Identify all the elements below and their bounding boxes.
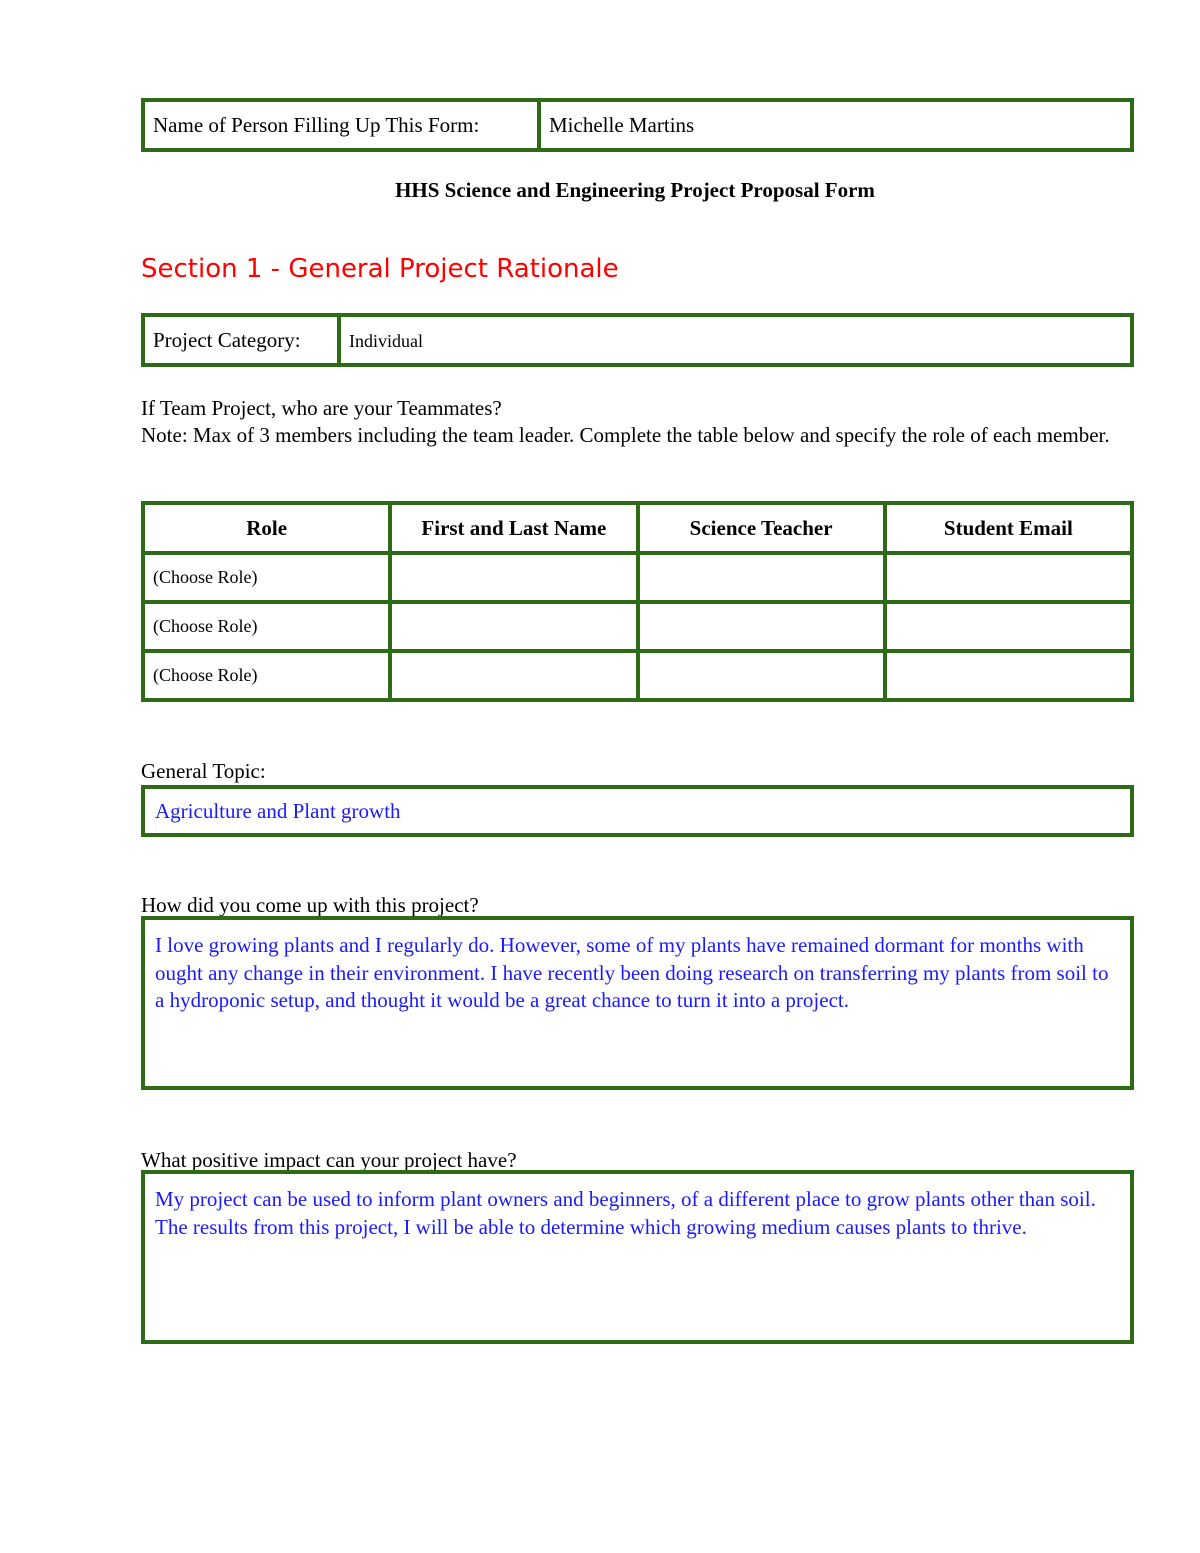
header-science-teacher: Science Teacher — [638, 503, 885, 553]
role-dropdown[interactable]: (Choose Role) — [143, 553, 390, 602]
how-come-up-label: How did you come up with this project? — [141, 893, 479, 917]
header-role: Role — [143, 503, 390, 553]
teacher-cell[interactable] — [638, 651, 885, 700]
header-student-email: Student Email — [885, 503, 1132, 553]
project-category-row — [141, 313, 1134, 367]
teammates-note: Note: Max of 3 members including the team leader. Complete the table below and specify the role of each member. — [141, 423, 1110, 447]
email-cell[interactable] — [885, 553, 1132, 602]
positive-impact-field[interactable]: My project can be used to inform plant owners and beginners, of a different place to grow plants other than soil. The results from this project, I will be able to determine which growing medium causes plants to thrive. — [141, 1170, 1134, 1344]
header-first-last-name: First and Last Name — [390, 503, 637, 553]
name-of-person-row — [141, 98, 1134, 152]
table-row — [143, 602, 1132, 651]
name-cell[interactable] — [390, 651, 637, 700]
section-1-heading: Section 1 - General Project Rationale — [141, 254, 619, 284]
project-category-label: Project Category: — [145, 317, 341, 363]
positive-impact-label: What positive impact can your project have? — [141, 1148, 517, 1172]
email-cell[interactable] — [885, 651, 1132, 700]
project-category-field[interactable]: Individual — [349, 331, 423, 351]
teammates-question: If Team Project, who are your Teammates? — [141, 396, 502, 420]
how-come-up-field[interactable]: I love growing plants and I regularly do. However, some of my plants have remained dormant for months with ought any change in their environment. I have recently been doing research on transferring my plants from soil to a hydroponic setup, and thought it would be a great chance to turn it into a project. — [141, 916, 1134, 1090]
teacher-cell[interactable] — [638, 602, 885, 651]
email-cell[interactable] — [885, 602, 1132, 651]
role-dropdown[interactable]: (Choose Role) — [143, 651, 390, 700]
team-table — [141, 501, 1134, 702]
name-of-person-label: Name of Person Filling Up This Form: — [145, 102, 541, 148]
general-topic-field[interactable]: Agriculture and Plant growth — [141, 785, 1134, 837]
table-row — [143, 553, 1132, 602]
name-of-person-field[interactable]: Michelle Martins — [549, 112, 695, 137]
form-title: HHS Science and Engineering Project Proposal Form — [395, 178, 875, 202]
team-table-header-row — [143, 503, 1132, 553]
table-row — [143, 651, 1132, 700]
role-dropdown[interactable]: (Choose Role) — [143, 602, 390, 651]
name-cell[interactable] — [390, 553, 637, 602]
name-cell[interactable] — [390, 602, 637, 651]
teacher-cell[interactable] — [638, 553, 885, 602]
general-topic-label: General Topic: — [141, 759, 266, 783]
